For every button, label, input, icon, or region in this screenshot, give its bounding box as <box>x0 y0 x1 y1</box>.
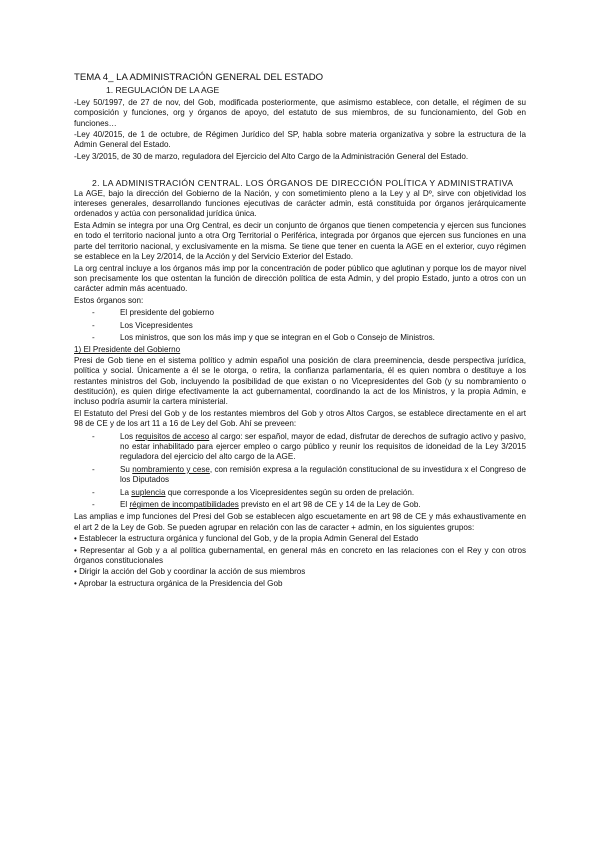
organos-list <box>74 308 526 343</box>
paragraph-ley-40-2015: -Ley 40/2015, de 1 de octubre, de Régimen Jurídico del SP, habla sobre materia organizativa y sobre la estructura de la Admin General del Estado. <box>74 130 526 150</box>
document-body <box>74 73 526 590</box>
page-title: TEMA 4_ LA ADMINISTRACIÓN GENERAL DEL ESTADO <box>74 72 324 83</box>
paragraph-estos-organos: Estos órganos son: <box>74 295 144 305</box>
list-item: - El presidente del gobierno <box>92 308 215 318</box>
bullet-funcion: • Dirigir la acción del Gob y coordinar la acción de sus miembros <box>74 567 306 577</box>
section-heading-regulacion: 1. REGULACIÓN DE LA AGE <box>106 85 220 96</box>
paragraph-presidente-posicion: Presi de Gob tiene en el sistema político y admin español una posición de clara preeminencia, desde perspectiva jurídica, política y social. Únicamente a él se le otorga, o retira, la confianza parlamentaria, él es quien nombra o destituye a los restantes ministros del Gob, incluyendo la posibilidad de que existan o no Vicepresidentes del Gob (y su nombramiento o destitución), es quien dirige efectivamente la act gubernamental, coordinando la act de los Ministros, y la propia Admin, e incluso podría asumir la cartera ministerial. <box>74 355 526 407</box>
estatuto-list <box>74 432 526 511</box>
paragraph-ley-50-1997: -Ley 50/1997, de 27 de nov, del Gob, modificada posteriormente, que asimismo establece, con detalle, el régimen de su composición y funciones, org y órganos de apoyo, del estatuto de sus miembros, de su funcionamiento, del Gob en funciones… <box>74 97 526 128</box>
list-item: - Los requisitos de acceso al cargo: ser español, mayor de edad, disfrutar de derechos de sufragio activo y pasivo, no estar inhabilitado para ejercer empleo o cargo público y reunir los requisitos de idoneidad de la Ley 3/2015 reguladora del ejercicio del alto cargo de la AGE. <box>92 431 526 462</box>
paragraph-estatuto-presidente: El Estatuto del Presi del Gob y de los restantes miembros del Gob y otros Altos Cargos, se establece directamente en el art 98 de CE y de los art 11 a 16 de Ley del Gob. Ahí se preveen: <box>74 408 526 429</box>
subheading-presidente: 1) El Presidente del Gobierno <box>74 345 181 355</box>
list-item: - Los ministros, que son los más imp y que se integran en el Gob o Consejo de Ministros. <box>92 332 435 342</box>
bullet-funcion: • Establecer la estructura orgánica y funcional del Gob, y de la propia Admin General del Estado <box>74 534 419 544</box>
list-item: - La suplencia que corresponde a los Vicepresidentes según su orden de prelación. <box>92 487 415 497</box>
paragraph-funciones-presidente: Las amplias e imp funciones del Presi del Gob se establecen algo escuetamente en art 98 de CE y más exhaustivamente en el art 2 de la Ley de Gob. Se pueden agrupar en relación con las de caracter + admin, en los siguientes grupos: <box>74 512 526 532</box>
paragraph-org-central-territorial: Esta Admin se integra por una Org Central, es decir un conjunto de órganos que tienen competencia y ejercen sus funciones en todo el territorio nacional junto a otra Org Territorial o Periférica, integrada por órganos que ejercen sus funciones en una parte del territorio nacional, y exclusivamente en la misma. Se tiene que tener en cuenta la AGE en el exterior, cuyo régimen se establece en la Ley 2/2014, de la Acción y del Servicio Exterior del Estado. <box>74 220 526 262</box>
paragraph-ley-3-2015: -Ley 3/2015, de 30 de marzo, reguladora del Ejercicio del Alto Cargo de la Administración General del Estado. <box>74 151 469 161</box>
section-heading-administracion-central: 2. LA ADMINISTRACIÓN CENTRAL. LOS ÓRGANOS DE DIRECCIÓN POLÍTICA Y ADMINISTRATIVA <box>92 178 514 189</box>
list-item: - Los Vicepresidentes <box>92 320 193 330</box>
bullet-funcion: • Representar al Gob y a al política gubernamental, en general más en concreto en las relaciones con el Rey y con otros órganos constitucionales <box>74 545 526 566</box>
list-item: - El régimen de incompatibilidades previsto en el art 98 de CE y 14 de la Ley de Gob. <box>92 500 421 510</box>
paragraph-org-central-organos: La org central incluye a los órganos más imp por la concentración de poder público que aglutinan y porque los de mayor nivel son precisamente los que ostentan la función de dirección política de esta Admin, y del propio Estado, junto a otros con un carácter admin más acentuado. <box>74 263 526 294</box>
list-item: - Su nombramiento y cese, con remisión expresa a la regulación constitucional de su investidura x el Congreso de los Diputados <box>92 464 526 485</box>
paragraph-age-definicion: La AGE, bajo la dirección del Gobierno de la Nación, y con sometimiento pleno a la Ley y al Dº, sirve con objetividad los intereses generales, desarrollando funciones ejecutivas de carácter admin, está constituida por órganos jerárquicamente ordenados y actúa con personalidad jurídica única. <box>74 188 526 219</box>
bullet-funcion: • Aprobar la estructura orgánica de la Presidencia del Gob <box>74 578 283 588</box>
